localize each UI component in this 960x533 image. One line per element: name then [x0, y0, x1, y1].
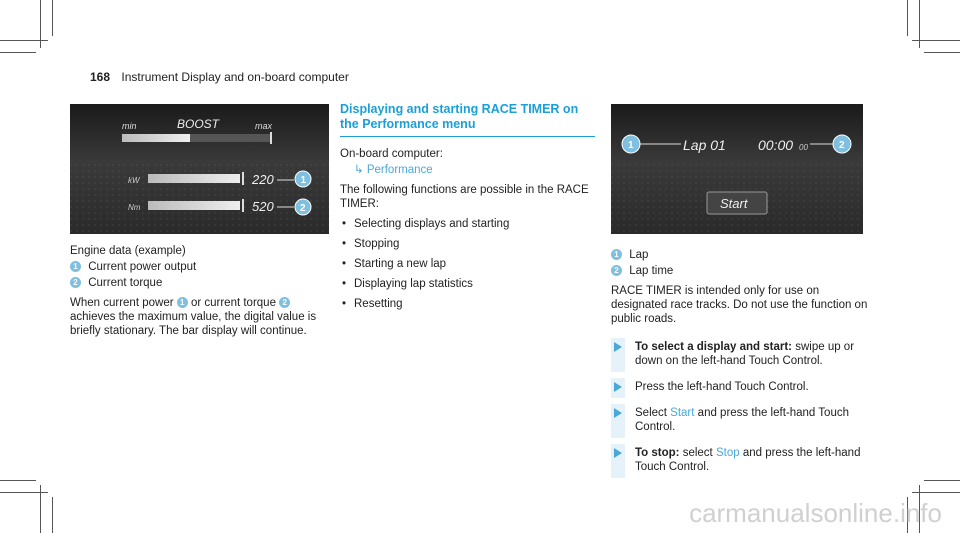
boost-bar-track [190, 134, 270, 142]
nm-bar [148, 201, 240, 210]
step-text: Select [635, 407, 667, 419]
lap-label: Lap 01 [683, 137, 726, 153]
boost-bar-fill [122, 134, 190, 142]
crop-mark [52, 0, 53, 36]
watermark: carmanualsonline.info [689, 498, 942, 528]
menu-arrow-icon: ↳ [354, 164, 364, 176]
kw-value: 220 [252, 172, 274, 187]
crop-mark [0, 480, 36, 481]
menu-path-performance: Performance [366, 164, 433, 176]
crop-mark [912, 492, 960, 493]
start-button-label: Start [720, 196, 748, 211]
legend-item [611, 248, 871, 262]
list-item: • Selecting displays and starting [340, 217, 595, 231]
crop-mark [907, 0, 908, 36]
kw-bar-end [242, 172, 244, 185]
step-text: and press the left-hand Touch Control. [635, 447, 861, 473]
crop-mark [0, 40, 48, 41]
menu-item-stop: Stop [715, 447, 740, 459]
crop-mark [0, 52, 36, 53]
usage-note: RACE TIMER is intended only for use on designated race tracks. Do not use the function on public roads. [611, 285, 868, 325]
list-item: • Starting a new lap [340, 257, 595, 271]
para-text: or current torque [190, 297, 276, 309]
min-label: min [122, 121, 137, 131]
step-bold: To stop: [635, 447, 680, 459]
intro-text: The following functions are possible in the RACE TIMER: [340, 184, 589, 210]
middle-column [340, 102, 595, 317]
crop-mark [52, 497, 53, 533]
nm-bar-end [242, 199, 244, 212]
crop-mark [924, 480, 960, 481]
list-item: • Stopping [340, 237, 595, 251]
step-text: Press the left-hand Touch Control. [635, 381, 809, 393]
engine-data-graphic [70, 104, 329, 234]
legend-text: Lap [629, 249, 649, 261]
para-text: When current power [70, 297, 174, 309]
lap-time: 00:00 [758, 137, 794, 153]
page-title: Instrument Display and on-board computer [121, 70, 349, 84]
boost-bar-end [270, 132, 272, 144]
left-text-column [70, 244, 330, 344]
race-timer-graphic [611, 104, 863, 234]
list-item: • Resetting [340, 297, 595, 311]
step-arrow-icon [614, 448, 622, 458]
body-paragraph [70, 296, 330, 338]
nm-label: Nm [128, 203, 141, 212]
kw-label: kW [128, 176, 140, 185]
step-arrow-icon [614, 382, 622, 392]
callout-1-label: 1 [300, 175, 307, 186]
inline-number-1: 1 [177, 297, 188, 308]
crop-mark [0, 492, 48, 493]
step-arrow-icon [614, 408, 622, 418]
legend-text: Lap time [629, 265, 674, 277]
page-header [90, 70, 349, 84]
instruction-step [611, 406, 871, 434]
instruction-step [611, 446, 871, 474]
race-timer-image [611, 104, 863, 234]
legend-item [70, 276, 330, 290]
image-caption: Engine data (example) [70, 245, 186, 257]
step-arrow-icon [614, 342, 622, 352]
legend-number-2: 2 [611, 265, 622, 276]
section-heading: Displaying and starting RACE TIMER on the Performance menu [340, 102, 595, 137]
instruction-step [611, 380, 871, 394]
legend-text: Current power output [88, 261, 197, 273]
callout-2-label: 2 [839, 140, 845, 151]
step-text: and press the left-hand Touch Control. [635, 407, 849, 433]
instruction-step [611, 340, 871, 368]
step-text: swipe up or down on the left-hand Touch Control. [635, 341, 855, 367]
inline-number-2: 2 [279, 297, 290, 308]
right-text-column [611, 248, 871, 486]
legend-item [70, 260, 330, 274]
step-text: select [682, 447, 713, 459]
kw-bar [148, 174, 240, 183]
legend-item [611, 264, 871, 278]
para-text: achieves the maximum value, the digital value is briefly stationary. The bar display will continue. [70, 311, 317, 337]
crop-mark [924, 52, 960, 53]
onboard-label: On-board computer: [340, 148, 443, 160]
boost-label: BOOST [177, 117, 220, 131]
page-number: 168 [90, 70, 111, 84]
engine-data-image [70, 104, 329, 234]
callout-2-label: 2 [300, 203, 306, 214]
menu-path [340, 163, 595, 177]
step-bold: To select a display and start: [635, 341, 793, 353]
nm-value: 520 [252, 199, 274, 214]
list-item: • Displaying lap statistics [340, 277, 595, 291]
legend-number-2: 2 [70, 277, 81, 288]
menu-item-start: Start [670, 407, 695, 419]
legend-text: Current torque [88, 277, 163, 289]
legend-number-1: 1 [611, 249, 622, 260]
function-list [340, 217, 595, 311]
crop-mark [912, 40, 960, 41]
legend-number-1: 1 [70, 261, 81, 272]
lap-time-fraction: 00 [799, 143, 808, 152]
max-label: max [255, 121, 273, 131]
callout-1-label: 1 [628, 140, 634, 151]
